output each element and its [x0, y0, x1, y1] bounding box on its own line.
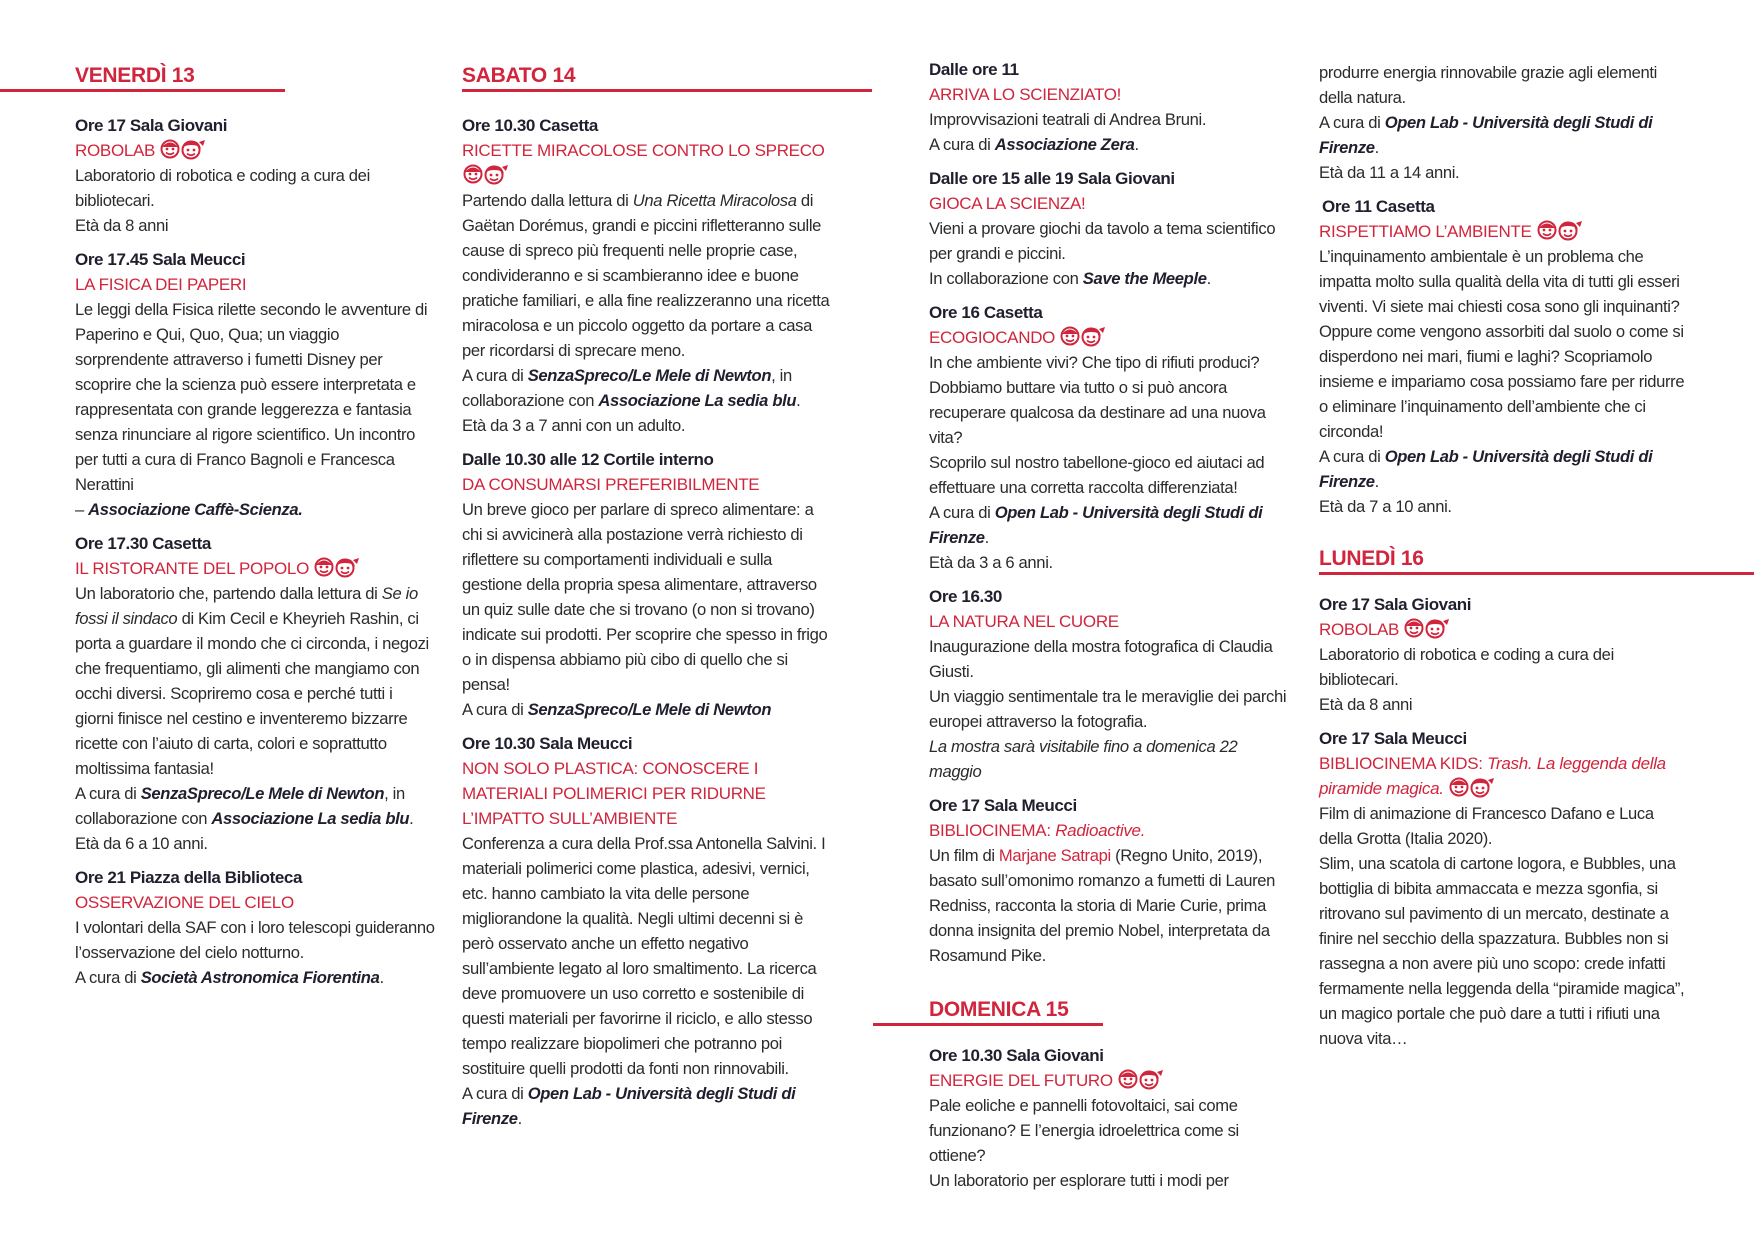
- event-natura-cuore: [929, 585, 1289, 784]
- day-header-sunday: [873, 992, 1103, 1026]
- event-osservazione-cielo: [75, 866, 435, 990]
- event-time: Ore 11 Casetta: [1322, 197, 1435, 216]
- kids-faces-icon: [1117, 1068, 1165, 1090]
- day-rule: [873, 1023, 1103, 1026]
- event-time: Ore 21 Piazza della Biblioteca: [75, 868, 303, 887]
- event-bibliocinema-kids: [1319, 727, 1689, 1051]
- event-title: GIOCA LA SCIENZA!: [929, 194, 1086, 213]
- event-time: Ore 17.30 Casetta: [75, 534, 211, 553]
- column-saturday-cont: [929, 58, 1289, 1193]
- event-title: BIBLIOCINEMA: Radioactive.: [929, 821, 1146, 840]
- event-time: Ore 17 Sala Giovani: [1319, 595, 1472, 614]
- day-header-monday: [1319, 541, 1754, 575]
- event-gioca-scienza: [929, 167, 1289, 291]
- event-body: Vieni a provare giochi da tavolo a tema scientifico per grandi e piccini. In collaborazione con Save the Meeple.: [929, 219, 1276, 288]
- day-rule: [1319, 572, 1754, 575]
- event-rispettiamo-ambiente: [1319, 195, 1689, 519]
- event-non-solo-plastica: [462, 732, 832, 1131]
- event-title: IL RISTORANTE DEL POPOLO: [75, 556, 435, 581]
- event-energie-futuro: [929, 1044, 1289, 1193]
- event-time: Dalle ore 15 alle 19 Sala Giovani: [929, 169, 1175, 188]
- event-body: Film di animazione di Francesco Dafano e Luca della Grotta (Italia 2020). Slim, una scatola di cartone logora, e Bubbles, una bottiglia di bibita ammaccata e mezza sgonfia, si ritrovano sul pavimento di un mercato, destinate a finire nel secchio della spazzatura. Bubbles non si rassegna a non avere più uno scopo: crede infatti fermamente nella leggenda della “piramide magica”, un magico portale che può dare a tutti i rifiuti una nuova vita…: [1319, 804, 1685, 1048]
- column-sunday-monday: [1319, 60, 1689, 1051]
- kids-faces-icon: [1403, 617, 1451, 639]
- day-rule: [0, 89, 285, 92]
- event-body: Laboratorio di robotica e coding a cura dei bibliotecari. Età da 8 anni: [1319, 645, 1614, 714]
- kids-faces-icon: [159, 138, 207, 160]
- event-ecogiocando: [929, 301, 1289, 575]
- day-title: LUNEDÌ 16: [1319, 547, 1424, 570]
- event-title: RISPETTIAMO L’AMBIENTE: [1319, 219, 1689, 244]
- event-title: OSSERVAZIONE DEL CIELO: [75, 893, 294, 912]
- event-title: ROBOLAB: [1319, 617, 1689, 642]
- event-time: Dalle 10.30 alle 12 Cortile interno: [462, 450, 714, 469]
- event-robolab-monday: [1319, 593, 1689, 717]
- event-time: Ore 16.30: [929, 587, 1002, 606]
- day-header-friday: [0, 56, 285, 92]
- day-title: DOMENICA 15: [929, 998, 1069, 1021]
- event-ristorante-popolo: [75, 532, 435, 856]
- event-title: LA FISICA DEI PAPERI: [75, 275, 247, 294]
- event-title: LA NATURA NEL CUORE: [929, 612, 1119, 631]
- kids-faces-icon: [462, 163, 510, 185]
- event-title: DA CONSUMARSI PREFERIBILMENTE: [462, 475, 760, 494]
- event-ricette-miracolose: [462, 114, 832, 438]
- day-rule: [462, 89, 872, 92]
- event-body: Un breve gioco per parlare di spreco alimentare: a chi si avvicinerà alla postazione verrà richiesto di riflettere su comportamenti individuali e sulla gestione della propria spesa alimentare, attraverso un quiz sulle date che si trovano (o non si trovano) indicate sui prodotti. Per scoprire che spesso in frigo o in dispensa abbiamo più cibo di quello che si pensa! A cura di SenzaSpreco/Le Mele di Newton: [462, 500, 828, 719]
- kids-faces-icon: [1059, 325, 1107, 347]
- event-body: Partendo dalla lettura di Una Ricetta Miracolosa di Gaëtan Dorémus, grandi e piccini rifletteranno sulle cause di spreco più frequenti nelle proprie case, condivideranno e si scambieranno idee e buone pratiche familiari, e alla fine realizzeranno una ricetta miracolosa e un piccolo oggetto da portare a casa per ricordarsi di sprecare meno. A cura di SenzaSpreco/Le Mele di Newton, in collaborazione con Associazione La sedia blu. Età da 3 a 7 anni con un adulto.: [462, 191, 830, 435]
- event-time: Ore 17.45 Sala Meucci: [75, 250, 246, 269]
- event-body: L’inquinamento ambientale è un problema che impatta molto sulla qualità della vita di tutti gli esseri viventi. Vi siete mai chiesti cosa sono gli inquinanti? Oppure come vengono assorbiti dal suolo o come si disperdono nei mari, fiumi e laghi? Scopriamolo insieme e impariamo cosa possiamo fare per ridurre o eliminare l’inquinamento dell’ambiente che ci circonda! A cura di Open Lab - Università degli Studi di Firenze. Età da 7 a 10 anni.: [1319, 247, 1685, 516]
- event-title: ARRIVA LO SCIENZIATO!: [929, 85, 1122, 104]
- event-body: Laboratorio di robotica e coding a cura dei bibliotecari. Età da 8 anni: [75, 166, 370, 235]
- kids-faces-icon: [1536, 219, 1584, 241]
- event-da-consumarsi: [462, 448, 832, 722]
- event-time: Dalle ore 11: [929, 60, 1019, 79]
- event-time: Ore 10.30 Casetta: [462, 116, 598, 135]
- event-fisica-paperi: [75, 248, 435, 522]
- day-title: VENERDÌ 13: [75, 64, 195, 87]
- event-body: Un film di Marjane Satrapi (Regno Unito, 2019), basato sull’omonimo romanzo a fumetti di Lauren Redniss, racconta la storia di Marie Curie, prima donna insignita del premio Nobel, interpretata da Rosamund Pike.: [929, 846, 1276, 965]
- event-title: ROBOLAB: [75, 138, 435, 163]
- column-saturday: [462, 56, 832, 1131]
- event-title: NON SOLO PLASTICA: CONOSCERE I MATERIALI POLIMERICI PER RIDURNE L’IMPATTO SULL’AMBIENTE: [462, 759, 766, 828]
- event-body: In che ambiente vivi? Che tipo di rifiuti produci? Dobbiamo buttare via tutto o si può ancora recuperare qualcosa da destinare ad una nuova vita? Scoprilo sul nostro tabellone-gioco ed aiutaci ad effettuare una corretta raccolta differenziata! A cura di Open Lab - Università degli Studi di Firenze. Età da 3 a 6 anni.: [929, 353, 1266, 572]
- event-time: Ore 10.30 Sala Giovani: [929, 1046, 1104, 1065]
- event-title: RICETTE MIRACOLOSE CONTRO LO SPRECO: [462, 138, 832, 188]
- event-time: Ore 10.30 Sala Meucci: [462, 734, 633, 753]
- column-friday: [75, 56, 435, 990]
- event-body: Le leggi della Fisica rilette secondo le avventure di Paperino e Qui, Quo, Qua; un viaggio sorprendente attraverso i fumetti Disney per scoprire che la scienza può essere interpretata e rappresentata con grande leggerezza e fantasia senza rinunciare al rigore scientifico. Un incontro per tutti a cura di Franco Bagnoli e Francesca Nerattini – Associazione Caffè-Scienza.: [75, 300, 428, 519]
- kids-faces-icon: [313, 556, 361, 578]
- day-header-saturday: [462, 56, 872, 92]
- event-title: ECOGIOCANDO: [929, 325, 1289, 350]
- event-body: Improvvisazioni teatrali di Andrea Bruni. A cura di Associazione Zera.: [929, 110, 1207, 154]
- event-body: Un laboratorio che, partendo dalla lettura di Se io fossi il sindaco di Kim Cecil e Kheyrieh Rashin, ci porta a guardare il mondo che ci circonda, i negozi che frequentiamo, gli alimenti che mangiamo con occhi diversi. Scopriremo cosa e perché tutti i giorni finisce nel cestino e inventeremo bizzarre ricette con l’aiuto di carta, colori e soprattutto moltissima fantasia! A cura di SenzaSpreco/Le Mele di Newton, in collaborazione con Associazione La sedia blu. Età da 6 a 10 anni.: [75, 584, 429, 853]
- event-arriva-scienziato: [929, 58, 1289, 157]
- event-time: Ore 16 Casetta: [929, 303, 1043, 322]
- event-body: Conferenza a cura della Prof.ssa Antonella Salvini. I materiali polimerici come plastica, adesivi, vernici, etc. hanno cambiato la vita delle persone migliorandone la qualità. Negli ultimi decenni si è però osservato anche un effetto negativo sull’ambiente legato al loro smaltimento. La ricerca deve promuovere un uso corretto e sostenibile di questi materiali per favorirne il riciclo, e allo stesso tempo realizzare biopolimeri che potranno poi sostituire quelli prodotti da fonti non rinnovabili. A cura di Open Lab - Università degli Studi di Firenze.: [462, 834, 826, 1128]
- event-title: ENERGIE DEL FUTURO: [929, 1068, 1289, 1093]
- event-body: Inaugurazione della mostra fotografica di Claudia Giusti. Un viaggio sentimentale tra le meraviglie dei parchi europei attraverso la fotografia. La mostra sarà visitabile fino a domenica 22 maggio: [929, 637, 1287, 781]
- event-time: Ore 17 Sala Meucci: [929, 796, 1077, 815]
- event-time: Ore 17 Sala Meucci: [1319, 729, 1467, 748]
- event-robolab: [75, 114, 435, 238]
- event-energie-continued: produrre energia rinnovabile grazie agli elementi della natura. A cura di Open Lab - Università degli Studi di Firenze. Età da 11 a 14 anni.: [1319, 63, 1657, 182]
- event-title: BIBLIOCINEMA KIDS: Trash. La leggenda della piramide magica.: [1319, 754, 1666, 798]
- day-title: SABATO 14: [462, 64, 576, 87]
- event-bibliocinema: [929, 794, 1289, 968]
- event-body: Pale eoliche e pannelli fotovoltaici, sai come funzionano? E l’energia idroelettrica come si ottiene? Un laboratorio per esplorare tutti i modi per: [929, 1096, 1239, 1190]
- event-time: Ore 17 Sala Giovani: [75, 116, 228, 135]
- kids-faces-icon: [1448, 776, 1496, 798]
- event-body: I volontari della SAF con i loro telescopi guideranno l’osservazione del cielo notturno. A cura di Società Astronomica Fiorentina.: [75, 918, 435, 987]
